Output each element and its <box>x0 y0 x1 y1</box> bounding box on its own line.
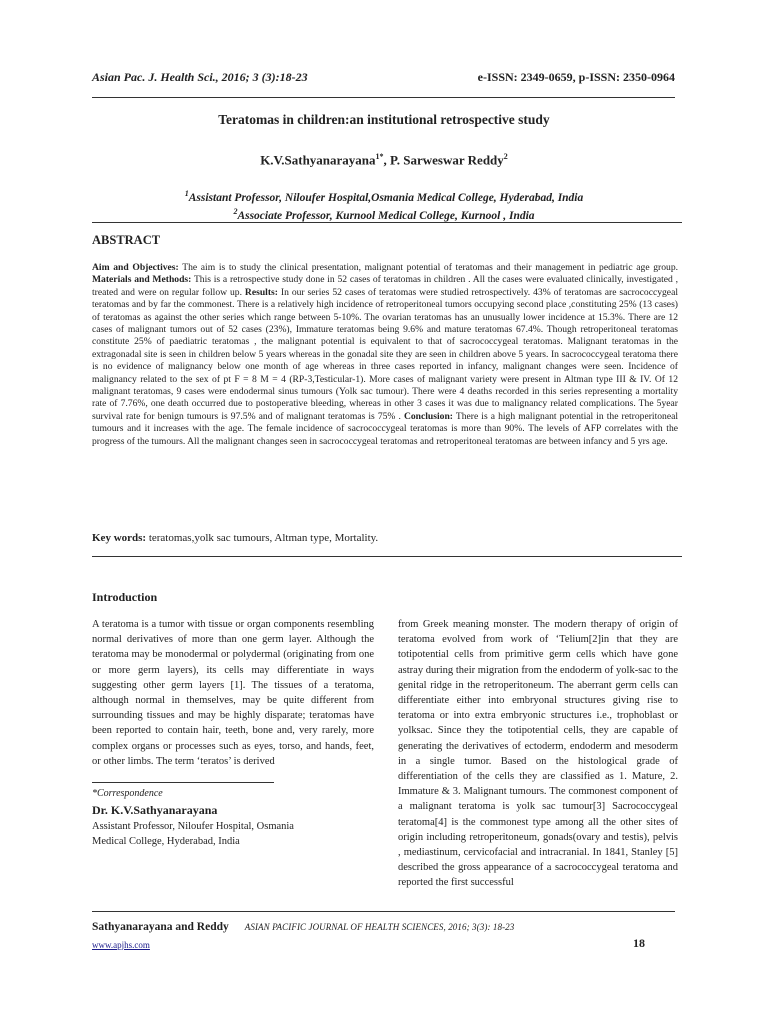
abstract-heading: ABSTRACT <box>92 233 161 247</box>
correspondence-name: Dr. K.V.Sathyanarayana <box>92 803 218 817</box>
affiliation-1 <box>0 187 768 205</box>
introduction-right-column: from Greek meaning monster. The modern therapy of origin of teratoma evolved from work of ‘Telium[2]in that they are totipotential cells from primitive germ cells which have gone astray during their migration from the endoderm of yolk-sac to the genital ridge in the retroperitoneum. The aberrant germ cells can differentiate either into embryonal structures giving rise to teratoma or into extra embryonic structures i.e., trophoblast or yolksac. Since they the totipotential cells, they are capable of generating the derivatives of ectoderm, endoderm and mesoderm in a single tumor. Based on the histological grade of differentiation of the cells they are classified as 1. Mature, 2. Immature & 3. Malignant tumours. The commonest component of a malignant teratoma is yolk sac tumour[3] Sacrococcygeal teratoma[4] is the commonest type among all the other sites of origin including retroperitoneum, gonads(ovary and testis), pelvis , mediastinum, cervicofacial and intracranial. In 1841, Stanley [5] described the gross appearance of a sacrococcygeal teratoma and reported the first successful <box>398 619 678 889</box>
correspondence-label: *Correspondence <box>92 788 163 799</box>
footnote-rule <box>92 782 274 783</box>
conclusion-label: Conclusion: <box>403 410 453 422</box>
journal-website-link[interactable]: www.apjhs.com <box>92 940 150 950</box>
article-title: Teratomas in children:an institutional retrospective study <box>218 112 550 127</box>
aim-text: The aim is to study the clinical presentation, malignant potential of teratomas and their management in pediatric age group. <box>178 262 679 273</box>
running-header <box>92 70 675 85</box>
correspondence-address-2: Medical College, Hyderabad, India <box>92 836 240 847</box>
page-number: 18 <box>633 936 645 950</box>
affiliation-2-text: Associate Professor, Kurnool Medical College, Kurnool , India <box>237 210 535 223</box>
author-line <box>0 152 768 168</box>
introduction-left-column: A teratoma is a tumor with tissue or organ components resembling normal derivatives of more than one germ layer. Although the teratoma may be monodermal or polydermal (originating from one or more germ layers), its cells may differentiate in ways suggesting other germ layers [1]. The tissues of a teratoma, although normal in themselves, may be quite different from surrounding tissues and may be highly disparate; teratomas have been reported to contain hair, teeth, bone and, very rarely, more complex organs or processes such as eyes, torso, and hands, feet, or other limbs. The term ‘teratos’ is derived <box>92 619 374 767</box>
author-1-affiliation-mark: 1* <box>375 152 384 161</box>
keywords-label: Key words: <box>92 532 147 544</box>
keywords-rule <box>92 556 682 557</box>
affiliation-2 <box>0 205 768 223</box>
correspondence-block <box>92 786 374 849</box>
journal-citation: Asian Pac. J. Health Sci., 2016; 3 (3):18-23 <box>92 70 308 84</box>
author-separator: , <box>383 152 391 168</box>
affiliation-rule <box>92 222 682 223</box>
results-text: In our series 52 cases of teratomas were studied retrospectively. 43% of teratomas are sacrococcygeal teratomas and by far the commonest. There is a relatively high incidence of retroperitoneal tumors occupying second place ,constituting 25% (13 cases) of teratomas as against the other series which range between 5-10%. The ovarian teratomas has an unusually lower incidence at 15.3%. There are 12 cases of malignant tumors out of 52 cases (23%), Immature teratomas being 9.6% and mature teratomas 67.4%. Though retroperitoneal teratomas constitute 25% of paediatric teratomas , the malignant potential is equivalent to that of sacrococcygeal teratomas. Malignant teratomas in the extragonadal site is seen in children below 5 years whereas in the gonadal site they are seen in children above 5 years. In sacrococcygeal teratoma there is no evidence of malignancy below one month of age whereas in three cases reported in infancy, malignant changes were seen. Incidence of malignancy related to the sex of pt F = 8 M = 4 (RP-3,Testicular-1). More cases of malignant variety were present in Altman type III & IV. Of 12 malignant teratomas, 9 cases were endodermal sinus tumours (Yolk sac tumour). There were 4 deaths recorded in this series representing a mortality rate of 7.76%, one death occurred due to postoperative bleeding, whereas in other 3 cases it was due to malignancy related complications. The 5year survival rate for benign tumours is 97.5% and of malignant teratomas is 75% . <box>92 286 678 422</box>
correspondence-address-1: Assistant Professor, Niloufer Hospital, Osmania <box>92 821 294 832</box>
author-1: K.V.Sathyanarayana <box>260 152 376 168</box>
keywords-text: teratomas,yolk sac tumours, Altman type, Mortality. <box>146 532 379 544</box>
aim-label: Aim and Objectives: <box>92 262 179 273</box>
header-rule <box>92 97 675 98</box>
running-footer <box>92 921 514 933</box>
affiliation-1-mark: 1 <box>184 189 189 198</box>
introduction-heading: Introduction <box>92 590 158 604</box>
methods-label: Materials and Methods: <box>92 274 192 286</box>
author-2: P. Sarweswar Reddy <box>390 152 504 168</box>
affiliation-1-text: Assistant Professor, Niloufer Hospital,Osmania Medical College, Hyderabad, India <box>188 191 584 204</box>
footer-authors: Sathyanarayana and Reddy <box>92 921 229 933</box>
keywords <box>92 532 378 544</box>
author-2-affiliation-mark: 2 <box>503 152 508 161</box>
footer-journal: ASIAN PACIFIC JOURNAL OF HEALTH SCIENCES, 2016; 3(3): 18-23 <box>244 922 515 932</box>
issn-numbers: e-ISSN: 2349-0659, p-ISSN: 2350-0964 <box>477 70 675 84</box>
abstract-body <box>92 262 678 448</box>
affiliation-2-mark: 2 <box>233 207 238 217</box>
conclusion-text: There is a high malignant potential in the retroperitoneal tumours and it increases with the age. The female incidence of sacrococcygeal teratomas is more than 90%. The levels of AFP correlates with the progress of the tumours. All the malignant changes seen in sacrococcygeal teratomas and retroperitoneal teratomas are between infancy and 5 yrs age. <box>92 410 679 447</box>
results-label: Results: <box>244 286 278 298</box>
footer-rule <box>92 911 675 912</box>
affiliations <box>0 187 768 224</box>
methods-text: This is a retrospective study done in 52 cases of teratomas in children . All the cases were evaluated clinically, investigated , treated and were on regular follow up. <box>92 274 678 298</box>
